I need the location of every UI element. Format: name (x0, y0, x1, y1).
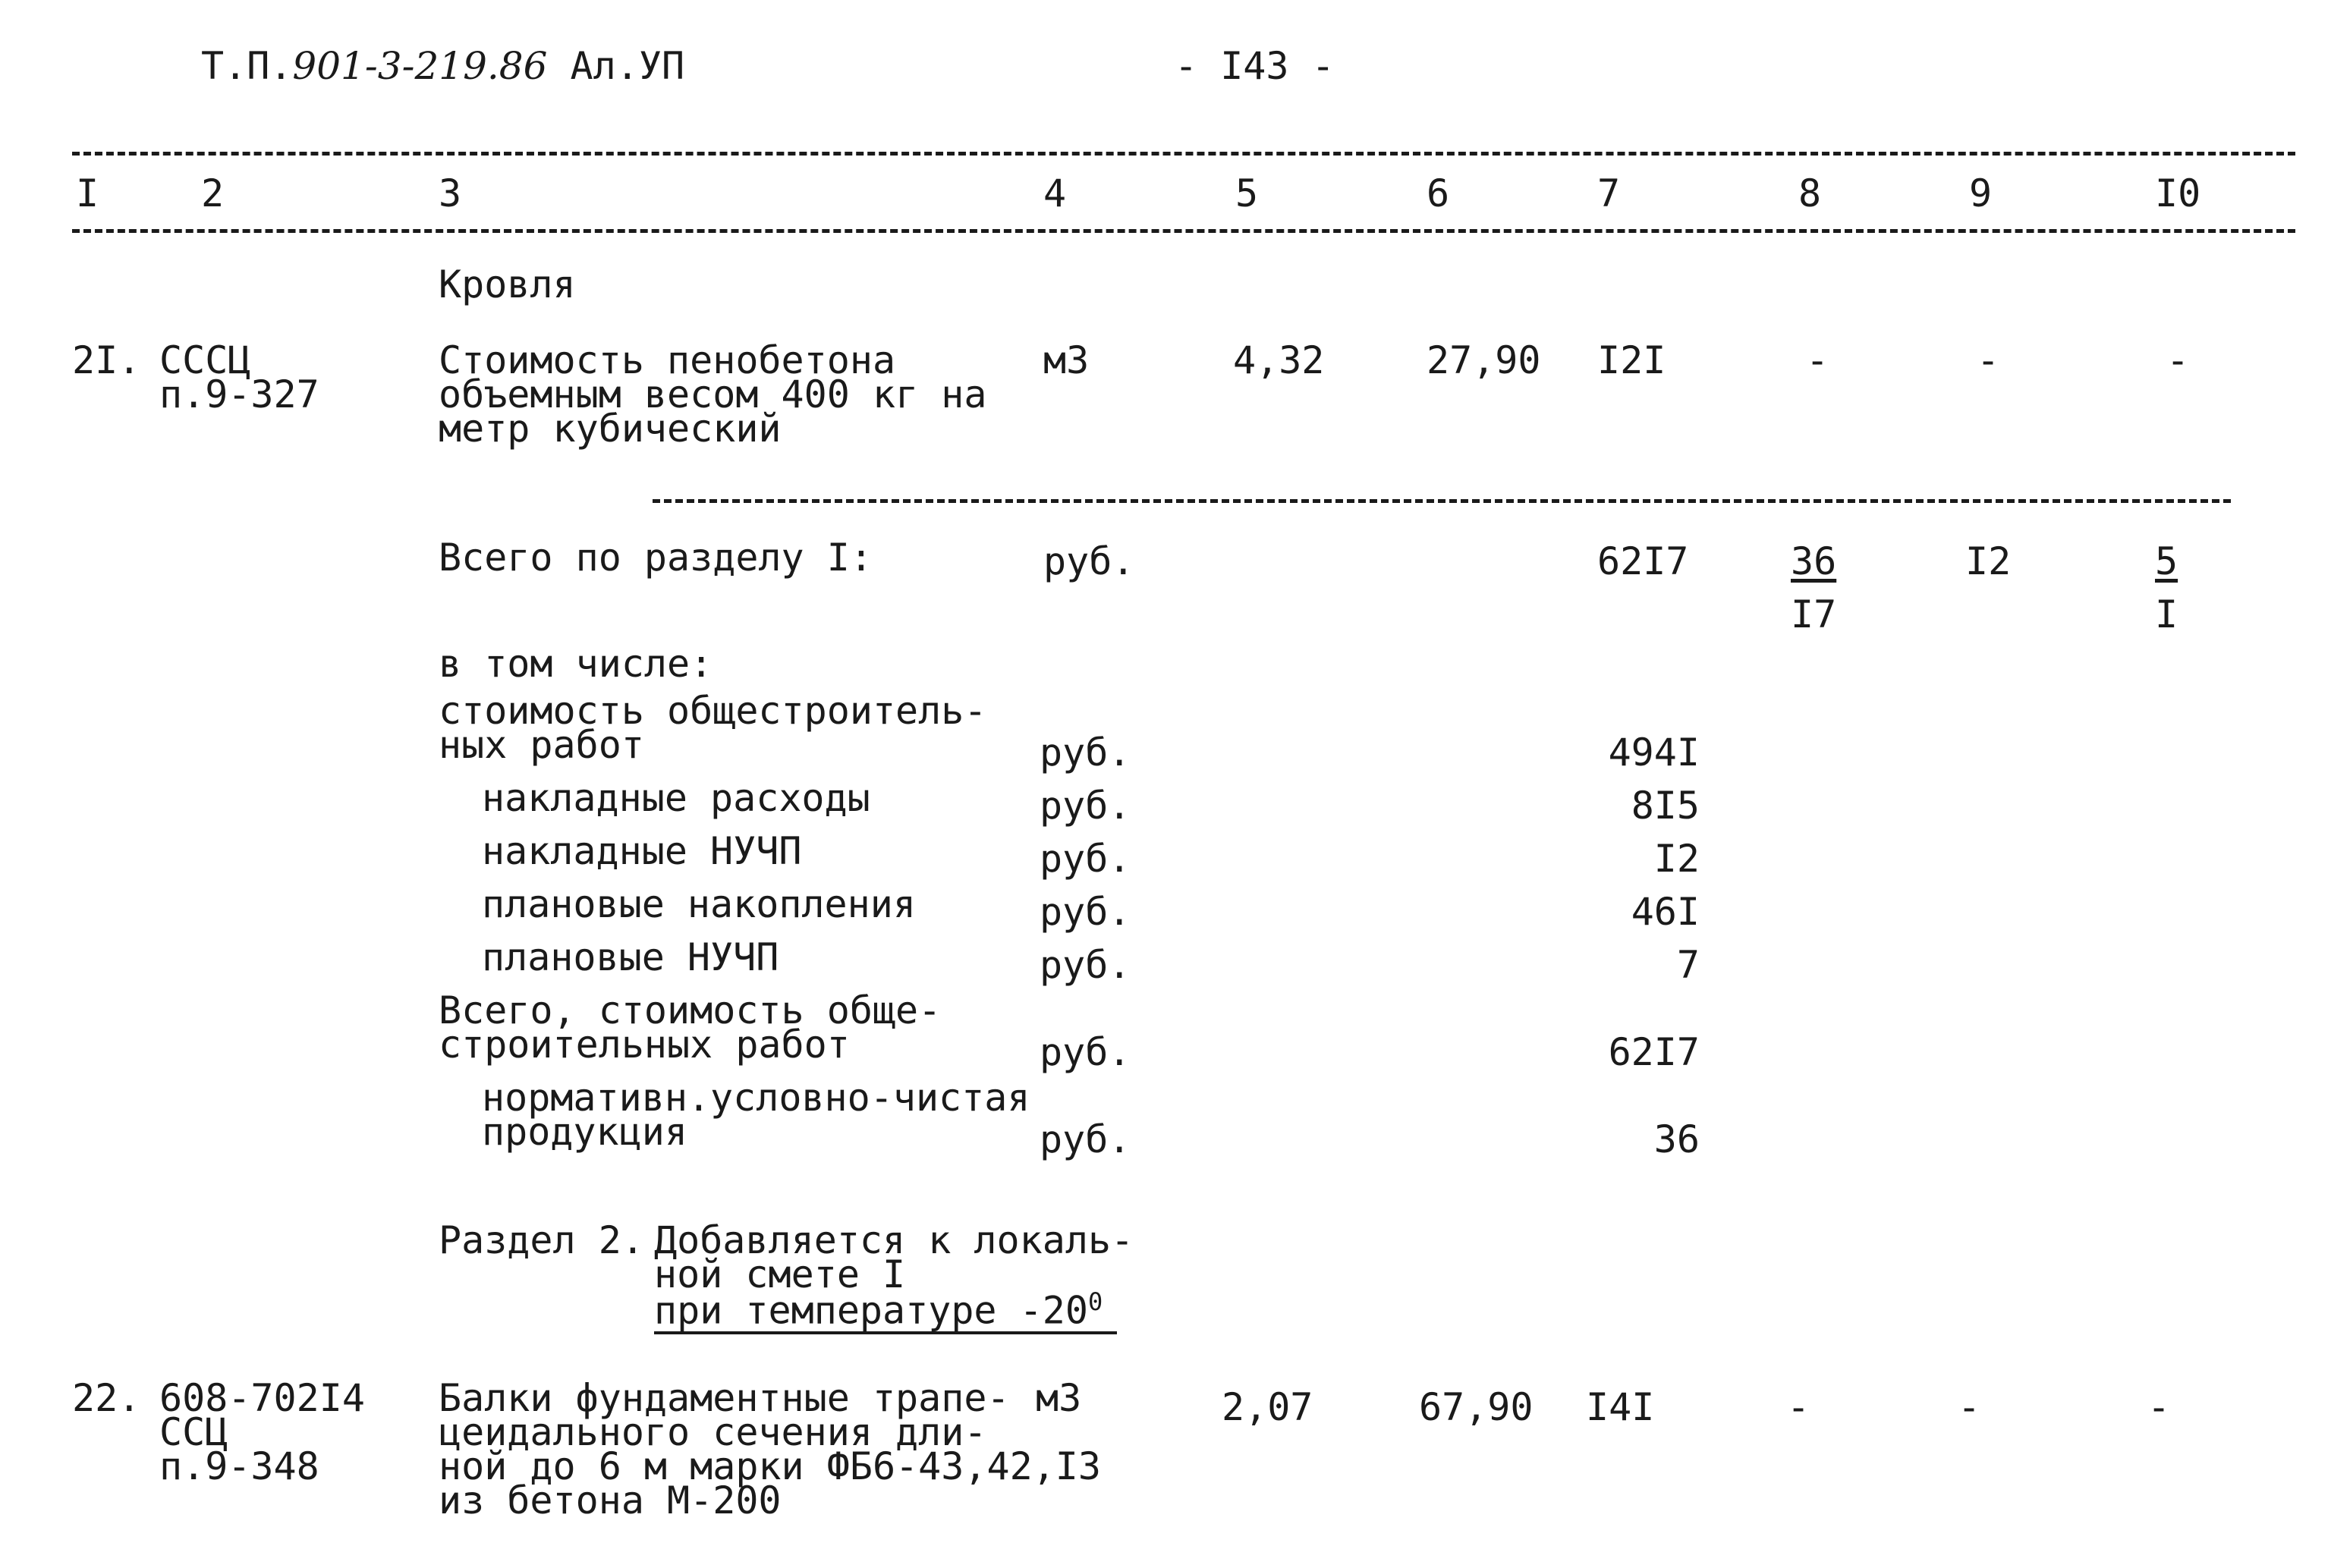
breakdown-unit: руб. (1040, 1030, 1131, 1074)
breakdown-label: строительных работ (439, 1023, 850, 1067)
row-22-col8: - (1787, 1385, 1810, 1429)
row-22-col9: - (1958, 1385, 1981, 1429)
breakdown-label: продукция (482, 1110, 687, 1154)
row-22-desc-4: из бетона М-200 (439, 1478, 782, 1522)
row-22-code-2: ССЦ (159, 1410, 228, 1454)
breakdown-label: плановые накопления (482, 882, 916, 926)
page-number: - I43 - (1175, 44, 1335, 88)
col-header-10: I0 (2155, 171, 2201, 215)
breakdown-label: стоимость общестроитель- (439, 689, 987, 733)
col-header-2: 2 (201, 171, 225, 215)
summary-col8-bottom: I7 (1791, 592, 1837, 636)
summary-col10-bottom: I (2155, 592, 2178, 636)
breakdown-unit: руб. (1040, 784, 1131, 828)
section-title: Кровля (439, 262, 576, 306)
row-22-qty: 2,07 (1222, 1385, 1313, 1429)
breakdown-value: I2 (1653, 837, 1700, 881)
summary-col9: I2 (1965, 539, 2012, 583)
row-21-code-2: п.9-327 (159, 372, 319, 416)
col-header-7: 7 (1597, 171, 1621, 215)
row-22-num: 22. (72, 1376, 141, 1420)
breakdown-unit: руб. (1040, 731, 1131, 775)
row-22-desc-1: Балки фундаментные трапе- (439, 1376, 1010, 1420)
col-header-6: 6 (1427, 171, 1450, 215)
album-label: Ал.УП (570, 44, 685, 88)
col-header-4: 4 (1043, 171, 1067, 215)
col-header-9: 9 (1969, 171, 1993, 215)
summary-unit: руб. (1043, 539, 1135, 583)
summary-label: Всего по разделу I: (439, 536, 873, 580)
col-header-3: 3 (439, 171, 462, 215)
row-21-desc-3: метр кубический (439, 407, 782, 451)
col-header-1: I (76, 171, 99, 215)
row-22-desc-3: ной до 6 м марки ФБ6-43,42,I3 (439, 1444, 1101, 1488)
row-22-code-3: п.9-348 (159, 1444, 319, 1488)
breakdown-label: плановые НУЧП (482, 935, 779, 979)
breakdown-value: 36 (1653, 1117, 1700, 1161)
row-21-col8: - (1806, 338, 1829, 382)
row-21-price: 27,90 (1427, 338, 1541, 382)
summary-col10-top: 5 (2155, 539, 2178, 583)
row-22-price: 67,90 (1419, 1385, 1534, 1429)
header-bottom-rule (72, 229, 2295, 233)
section2-line-3: при температуре $-20^0$ (654, 1287, 1103, 1333)
row-21-qty: 4,32 (1233, 338, 1325, 382)
breakdown-unit: руб. (1040, 1117, 1131, 1161)
row-22-total: I4I (1586, 1385, 1655, 1429)
doc-prefix: Т.П. (201, 44, 293, 88)
section2-prefix: Раздел 2. (439, 1218, 644, 1262)
section2-line-1: Добавляется к локаль- (654, 1218, 1134, 1262)
breakdown-label: накладные НУЧП (482, 829, 802, 873)
row-21-total: I2I (1597, 338, 1666, 382)
breakdown-unit: руб. (1040, 837, 1131, 881)
row-21-col10: - (2166, 338, 2190, 382)
row-21-code-1: СССЦ (159, 338, 251, 382)
degree-mark: 0 (1087, 1287, 1103, 1316)
breakdown-label: нормативн.условно-чистая (482, 1076, 1030, 1120)
summary-total: 62I7 (1597, 539, 1689, 583)
breakdown-value: 8I5 (1631, 784, 1700, 828)
doc-number: 901-3-219.86 (292, 44, 548, 88)
including-label: в том числе: (439, 642, 713, 686)
breakdown-label: накладные расходы (482, 776, 870, 820)
row-22-desc-2: цеидального сечения дли- (439, 1410, 987, 1454)
row-21-unit: м3 (1043, 338, 1090, 382)
row-21-col9: - (1977, 338, 2000, 382)
section2-underline (654, 1331, 1117, 1334)
breakdown-unit: руб. (1040, 943, 1131, 987)
breakdown-value: 7 (1676, 943, 1700, 987)
col-header-8: 8 (1798, 171, 1822, 215)
breakdown-unit: руб. (1040, 890, 1131, 934)
breakdown-value: 62I7 (1608, 1030, 1700, 1074)
breakdown-value: 46I (1631, 890, 1700, 934)
row-21-desc-1: Стоимость пенобетона (439, 338, 896, 382)
col-header-5: 5 (1235, 171, 1259, 215)
breakdown-value: 494I (1608, 731, 1700, 775)
summary-col8-top: 36 (1791, 539, 1837, 583)
row-21-desc-2: объемным весом 400 кг на (439, 372, 987, 416)
subtotal-rule (653, 499, 2231, 503)
row-22-code-1: 608-702I4 (159, 1376, 365, 1420)
header-top-rule (72, 152, 2295, 156)
row-22-col10: - (2147, 1385, 2171, 1429)
row-22-unit: м3 (1036, 1376, 1082, 1420)
section2-line-2: ной смете I (654, 1252, 906, 1296)
breakdown-label: Всего, стоимость обще- (439, 988, 942, 1032)
doc-code (201, 44, 685, 88)
row-21-num: 2I. (72, 338, 141, 382)
breakdown-label: ных работ (439, 723, 644, 767)
